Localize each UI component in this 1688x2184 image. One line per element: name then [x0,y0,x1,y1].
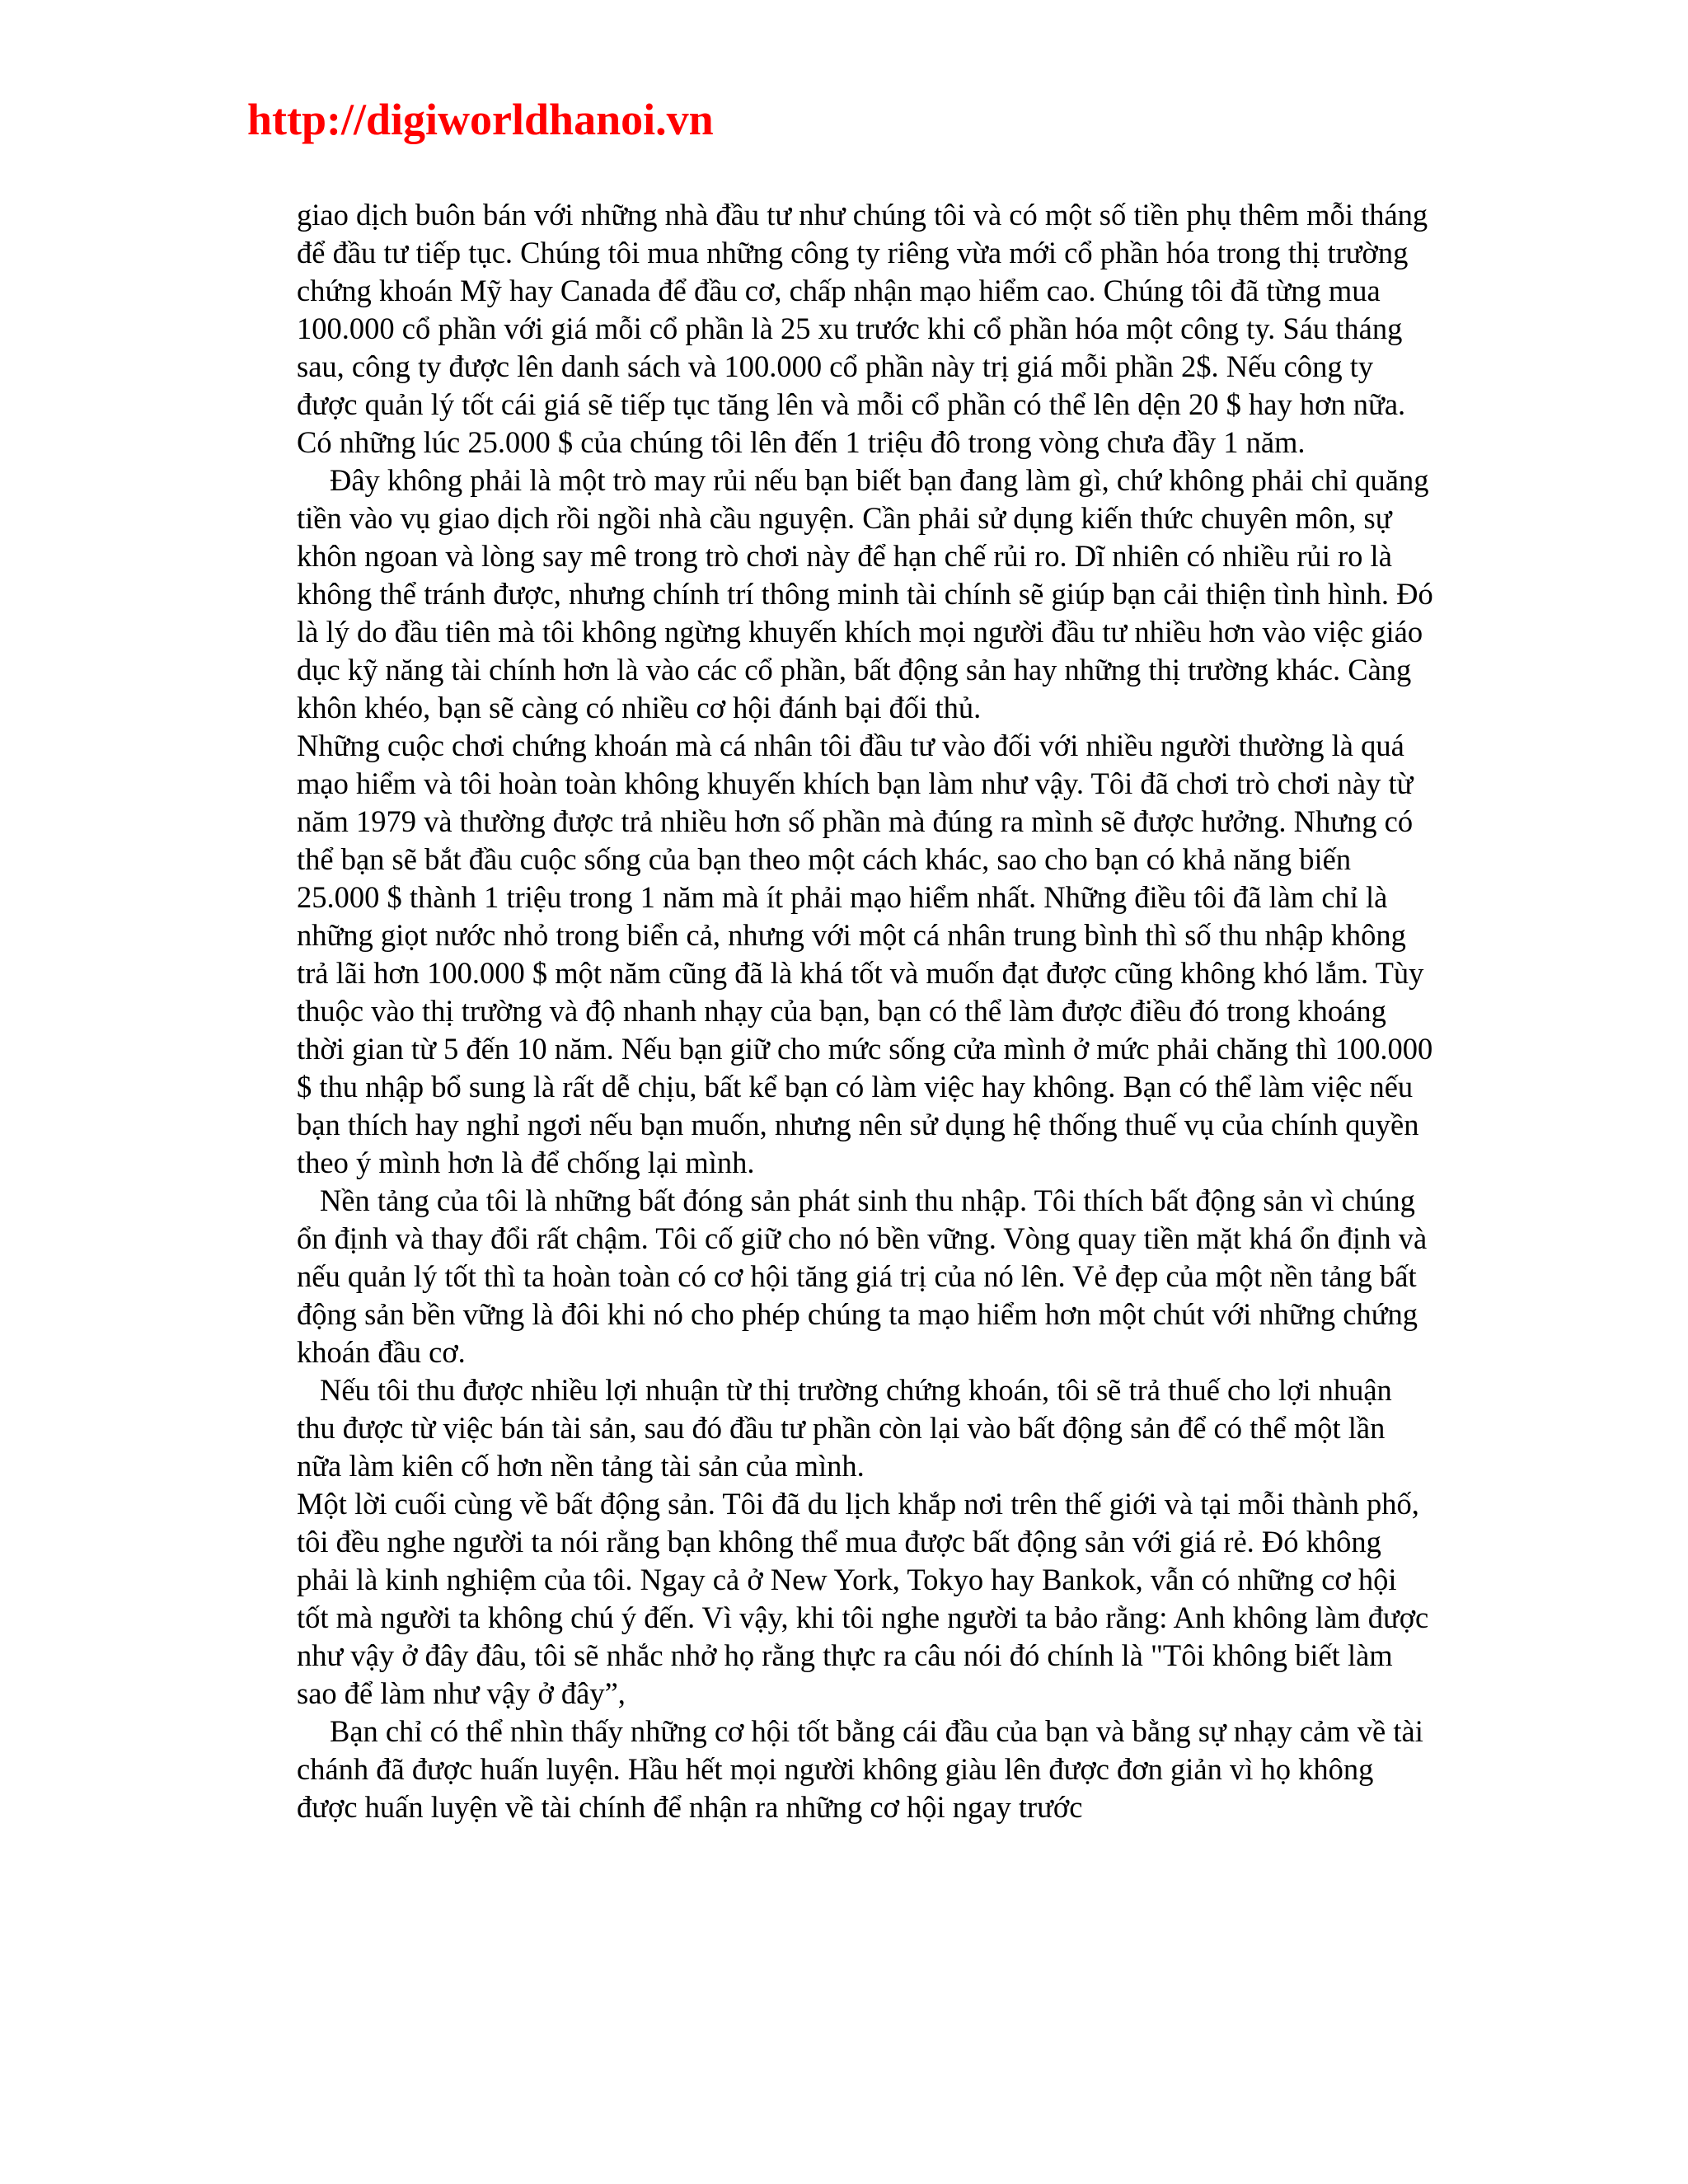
document-body [297,196,1434,1826]
paragraph-7: Bạn chỉ có thể nhìn thấy những cơ hội tốt bằng cái đầu của bạn và bằng sự nhạy cảm về tài chánh đã được huấn luyện. Hầu hết mọi người không giàu lên được đơn giản vì họ không được huấn luyện về tài chính để nhận ra những cơ hội ngay trước [297,1714,1423,1824]
paragraph-1: giao dịch buôn bán với những nhà đầu tư như chúng tôi và có một số tiền phụ thêm mỗi tháng để đầu tư tiếp tục. Chúng tôi mua những công ty riêng vừa mới cổ phần hóa trong thị trường chứng khoán Mỹ hay Canada để đầu cơ, chấp nhận mạo hiểm cao. Chúng tôi đã từng mua 100.000 cổ phần với giá mỗi cổ phần là 25 xu trước khi cổ phần hóa một công ty. Sáu tháng sau, công ty được lên danh sách và 100.000 cổ phần này trị giá mỗi phần 2$. Nếu công ty được quản lý tốt cái giá sẽ tiếp tục tăng lên và mỗi cổ phần có thể lên dện 20 $ hay hơn nữa. Có những lúc 25.000 $ của chúng tôi lên đến 1 triệu đô trong vòng chưa đầy 1 năm. [297,198,1428,459]
paragraph-2: Đây không phải là một trò may rủi nếu bạn biết bạn đang làm gì, chứ không phải chỉ quăng tiền vào vụ giao dịch rồi ngồi nhà cầu nguyện. Cần phải sử dụng kiến thức chuyên môn, sự khôn ngoan và lòng say mê trong trò chơi này để hạn chế rủi ro. Dĩ nhiên có nhiều rủi ro là không thể tránh được, nhưng chính trí thông minh tài chính sẽ giúp bạn cải thiện tình hình. Đó là lý do đầu tiên mà tôi không ngừng khuyến khích mọi người đầu tư nhiều hơn vào việc giáo dục kỹ năng tài chính hơn là vào các cổ phần, bất động sản hay những thị trường khác. Càng khôn khéo, bạn sẽ càng có nhiều cơ hội đánh bại đối thủ. [297,463,1433,724]
paragraph-5: Nếu tôi thu được nhiều lợi nhuận từ thị trường chứng khoán, tôi sẽ trả thuế cho lợi nhuận thu được từ việc bán tài sản, sau đó đầu tư phần còn lại vào bất động sản để có thể một lần nữa làm kiên cố hơn nền tảng tài sản của mình. [297,1373,1392,1483]
paragraph-6: Một lời cuối cùng về bất động sản. Tôi đã du lịch khắp nơi trên thế giới và tại mỗi thành phố, tôi đều nghe người ta nói rằng bạn không thể mua được bất động sản với giá rẻ. Đó không phải là kinh nghiệm của tôi. Ngay cả ở New York, Tokyo hay Bankok, vẫn có những cơ hội tốt mà người ta không chú ý đến. Vì vậy, khi tôi nghe người ta bảo rằng: Anh không làm được như vậy ở đây đâu, tôi sẽ nhắc nhở họ rằng thực ra câu nói đó chính là "Tôi không biết làm sao để làm như vậy ở đây”, [297,1487,1429,1710]
site-url-header: http://digiworldhanoi.vn [247,95,714,144]
paragraph-3: Những cuộc chơi chứng khoán mà cá nhân tôi đầu tư vào đối với nhiều người thường là quá mạo hiểm và tôi hoàn toàn không khuyến khích bạn làm như vậy. Tôi đã chơi trò chơi này từ năm 1979 và thường được trả nhiều hơn số phần mà đúng ra mình sẽ được hưởng. Nhưng có thể bạn sẽ bắt đầu cuộc sống của bạn theo một cách khác, sao cho bạn có khả năng biến 25.000 $ thành 1 triệu trong 1 năm mà ít phải mạo hiểm nhất. Những điều tôi đã làm chỉ là những giọt nước nhỏ trong biển cả, nhưng với một cá nhân trung bình thì số thu nhập không trả lãi hơn 100.000 $ một năm cũng đã là khá tốt và muốn đạt được cũng không khó lắm. Tùy thuộc vào thị trường và độ nhanh nhạy của bạn, bạn có thể làm được điều đó trong khoáng thời gian từ 5 đến 10 năm. Nếu bạn giữ cho mức sống cửa mình ở mức phải chăng thì 100.000 $ thu nhập bổ sung là rất dễ chịu, bất kể bạn có làm việc hay không. Bạn có thể làm việc nếu bạn thích hay nghỉ ngơi nếu bạn muốn, nhưng nên sử dụng hệ thống thuế vụ của chính quyền theo ý mình hơn là để chống lại mình. [297,729,1433,1179]
paragraph-4: Nền tảng của tôi là những bất đóng sản phát sinh thu nhập. Tôi thích bất động sản vì chúng ổn định và thay đổi rất chậm. Tôi cố giữ cho nó bền vững. Vòng quay tiền mặt khá ổn định và nếu quản lý tốt thì ta hoàn toàn có cơ hội tăng giá trị của nó lên. Vẻ đẹp của một nền tảng bất động sản bền vững là đôi khi nó cho phép chúng ta mạo hiểm hơn một chút với những chứng khoán đầu cơ. [297,1183,1428,1369]
